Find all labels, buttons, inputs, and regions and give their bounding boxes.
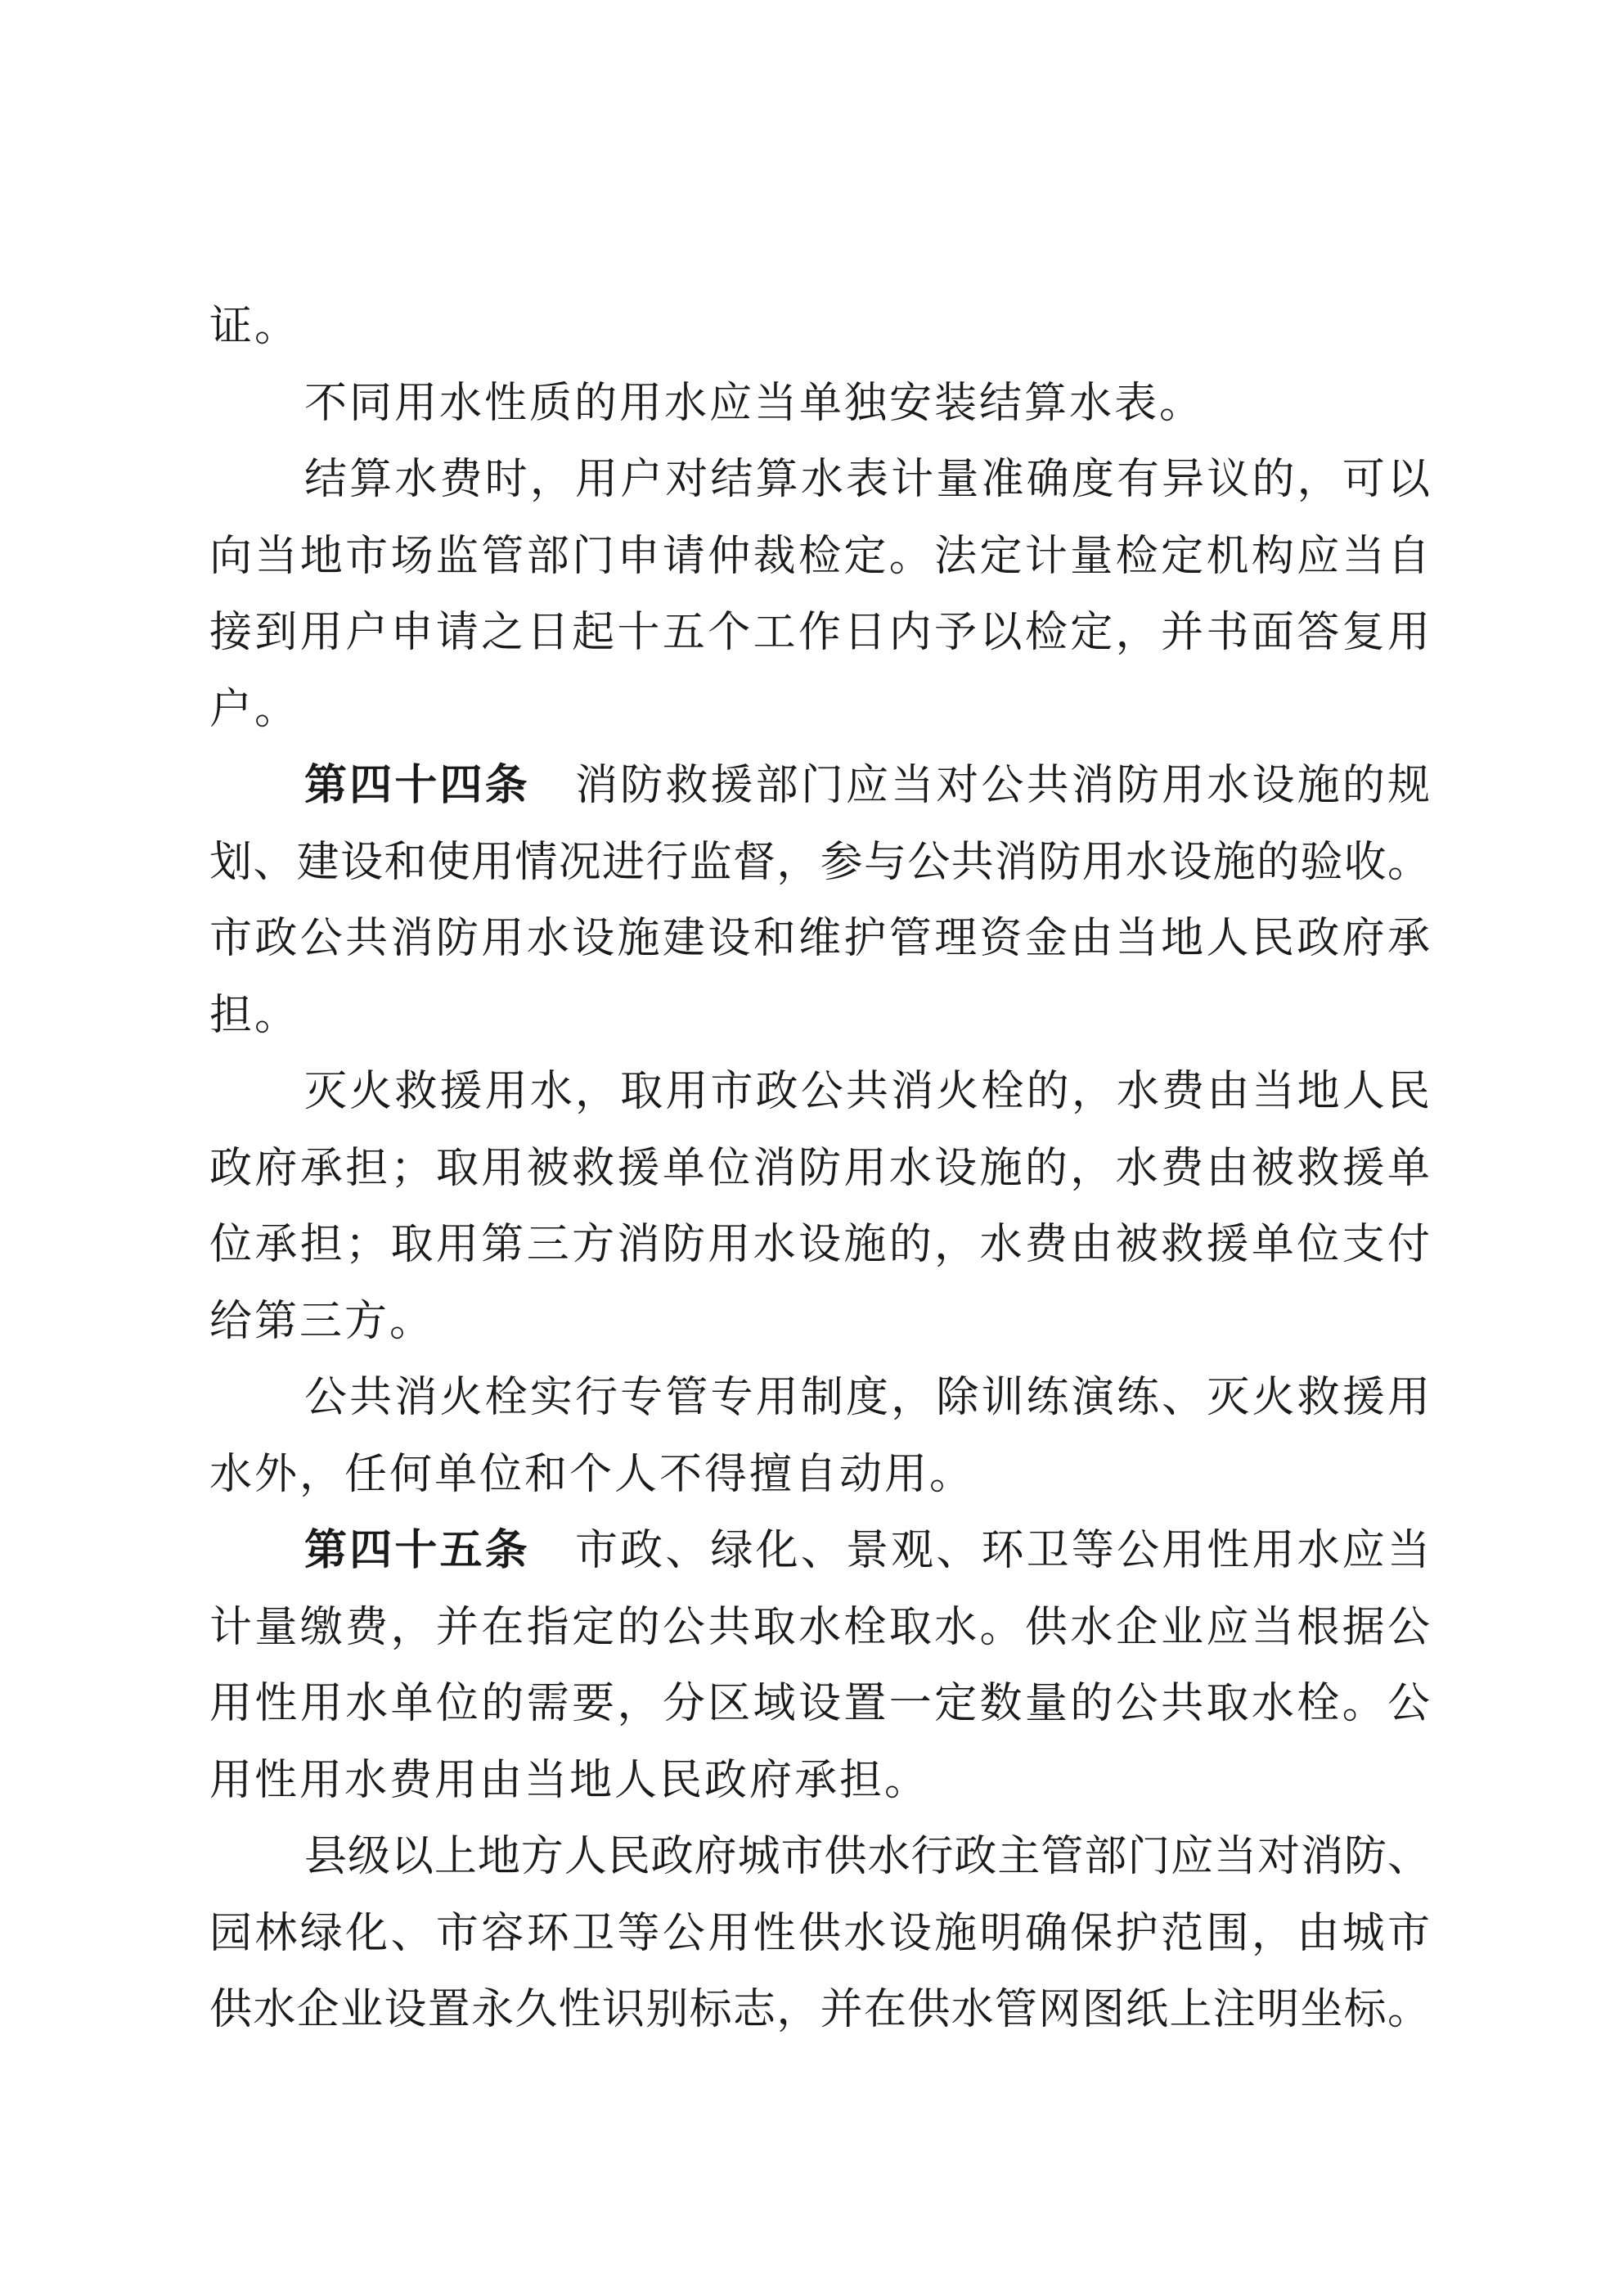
text-run: 政府承担；取用被救援单位消防用水设施的，水费由被救援单 [209,1145,1430,1192]
article-heading: 第四十五条 [304,1527,530,1574]
text-run: 证。 [209,304,300,350]
text-line [209,1437,1430,1514]
text-run: 供水企业设置永久性识别标志，并在供水管网图纸上注明坐标。 [209,1987,1430,2033]
text-line [209,519,1430,596]
text-line [209,1590,1430,1667]
text-line [209,1284,1430,1361]
text-run: 园林绿化、市容环卫等公用性供水设施明确保护范围，由城市 [209,1910,1430,1957]
text-line [209,1360,1430,1437]
text-line [209,748,1430,825]
text-line [209,289,1430,366]
text-line [209,1513,1430,1590]
text-run: 市政公共消防用水设施建设和维护管理资金由当地人民政府承 [209,916,1430,962]
text-run: 公共消火栓实行专管专用制度，除训练演练、灭火救援用 [304,1375,1430,1421]
text-run: 向当地市场监管部门申请仲裁检定。法定计量检定机构应当自 [209,533,1430,580]
text-line [209,366,1430,443]
text-line [209,1819,1430,1896]
text-line [209,442,1430,519]
text-line [209,825,1430,902]
text-line [209,1896,1430,1973]
text-line [209,1743,1430,1820]
text-run: 接到用户申请之日起十五个工作日内予以检定，并书面答复用 [209,610,1430,656]
text-run: 县级以上地方人民政府城市供水行政主管部门应当对消防、 [304,1834,1430,1880]
text-run: 担。 [209,992,300,1039]
text-run: 市政、绿化、景观、环卫等公用性用水应当 [529,1528,1430,1574]
text-run: 灭火救援用水，取用市政公共消火栓的，水费由当地人民 [304,1069,1430,1115]
text-block [209,289,1430,2049]
text-line [209,1972,1430,2049]
article-heading: 第四十四条 [304,762,530,809]
text-run: 结算水费时，用户对结算水表计量准确度有异议的，可以 [304,457,1430,503]
text-run: 水外，任何单位和个人不得擅自动用。 [209,1451,975,1498]
text-line [209,672,1430,749]
text-line [209,1054,1430,1131]
text-run: 不同用水性质的用水应当单独安装结算水表。 [304,380,1205,427]
text-run: 给第三方。 [209,1298,435,1345]
text-run: 户。 [209,686,300,733]
text-run: 消防救援部门应当对公共消防用水设施的规 [529,763,1430,809]
text-run: 计量缴费，并在指定的公共取水栓取水。供水企业应当根据公 [209,1604,1430,1651]
text-line [209,595,1430,672]
text-line [209,1131,1430,1208]
text-run: 位承担；取用第三方消防用水设施的，水费由被救援单位支付 [209,1222,1430,1268]
text-line [209,1207,1430,1284]
text-run: 用性用水费用由当地人民政府承担。 [209,1757,930,1804]
text-run: 划、建设和使用情况进行监督，参与公共消防用水设施的验收。 [209,839,1430,886]
text-line [209,1666,1430,1743]
text-line [209,901,1430,978]
text-run: 用性用水单位的需要，分区域设置一定数量的公共取水栓。公 [209,1681,1430,1727]
text-line [209,978,1430,1055]
